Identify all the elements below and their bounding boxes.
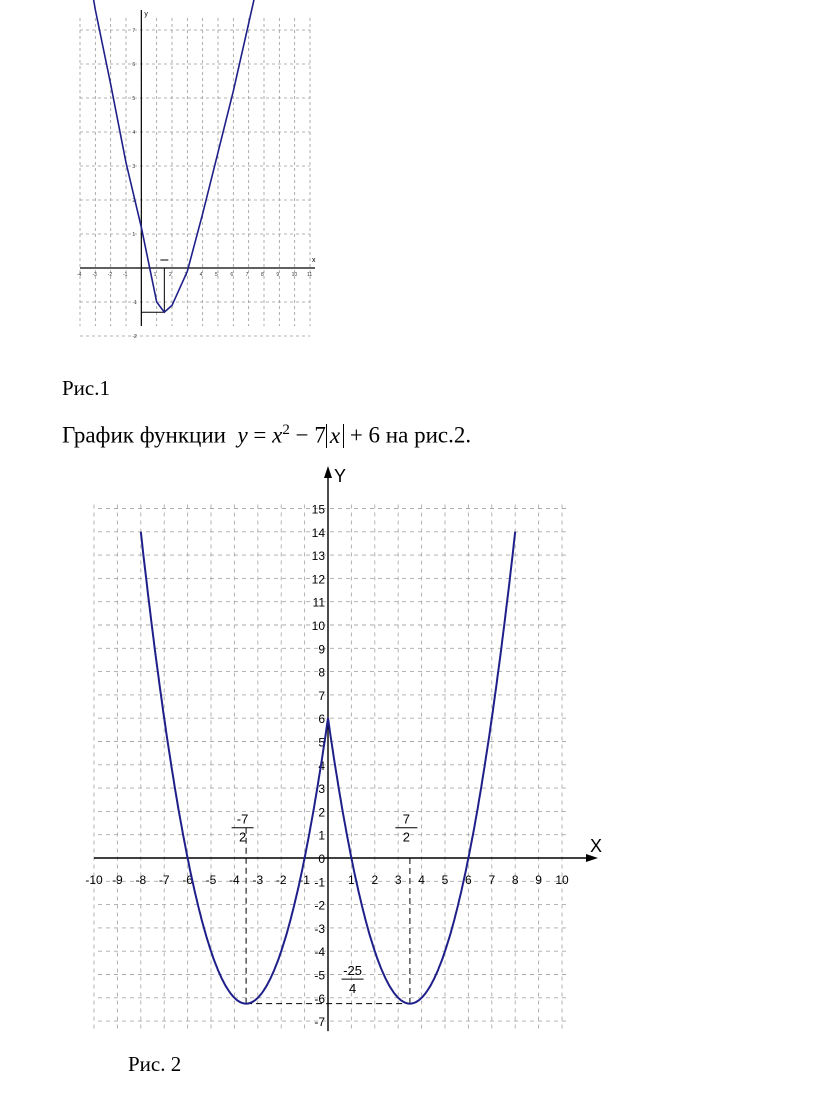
formula-prefix: График функции — [62, 422, 226, 448]
formula-abs-var: x — [329, 422, 341, 448]
y-tick-label: 14 — [311, 525, 325, 540]
x-tick-label: 11 — [307, 272, 313, 278]
y-tick-label: -4 — [314, 945, 325, 960]
formula-exponent: 2 — [282, 422, 290, 438]
formula-minus: − 7 — [295, 422, 326, 448]
y-tick-label: 8 — [318, 665, 325, 680]
x-tick-label: 8 — [511, 873, 519, 887]
x-tick-label: 10 — [291, 272, 298, 278]
y-tick-label: 4 — [132, 130, 136, 136]
y-axis-label: Y — [334, 466, 347, 486]
y-tick-label: 12 — [311, 572, 325, 587]
annotation-y-min-denominator: 4 — [348, 981, 357, 997]
x-tick-label: 7 — [488, 873, 496, 887]
y-axis-arrow — [324, 466, 332, 478]
x-tick-label: -9 — [112, 873, 123, 887]
x-tick-label: 6 — [230, 272, 234, 278]
x-tick-label: 10 — [555, 873, 569, 887]
y-tick-label: 6 — [132, 62, 136, 68]
formula-x: x — [272, 422, 283, 448]
x-tick-label: 8 — [261, 272, 264, 278]
x-tick-label: 5 — [215, 272, 218, 278]
x-tick-label: 4 — [199, 272, 203, 278]
annotation-left-x-denominator: 2 — [238, 829, 247, 845]
formula-abs-x — [326, 424, 344, 448]
y-tick-label: 1 — [132, 232, 136, 238]
y-tick-label: 3 — [132, 164, 136, 170]
x-tick-label: 2 — [169, 272, 172, 278]
x-tick-label: -3 — [252, 873, 264, 887]
figure1-caption: Рис.1 — [62, 376, 110, 400]
y-tick-label: 11 — [312, 595, 325, 610]
y-axis-label: y — [144, 11, 148, 18]
formula-suffix: на рис.2. — [385, 422, 472, 448]
x-axis-label: X — [590, 836, 603, 856]
y-tick-label: 0 — [318, 852, 325, 866]
figure2-caption: Рис. 2 — [128, 1052, 182, 1076]
x-tick-label: 5 — [441, 873, 449, 887]
y-tick-label: 5 — [318, 735, 325, 750]
annotation-left-x-numerator: -7 — [236, 811, 249, 827]
x-tick-label: -6 — [182, 873, 193, 887]
figure2-chart — [80, 460, 603, 1050]
x-tick-label: 2 — [371, 873, 379, 887]
x-tick-label: -8 — [135, 873, 147, 887]
x-tick-label: -5 — [205, 873, 217, 887]
formula-plus: + 6 — [349, 422, 381, 448]
x-tick-label: -10 — [85, 873, 103, 887]
x-tick-label: -3 — [92, 272, 97, 278]
figure1-chart — [70, 8, 320, 343]
function-formula — [62, 422, 471, 449]
x-tick-label: -7 — [158, 873, 170, 887]
x-tick-label: -2 — [107, 272, 113, 278]
x-axis-label: x — [312, 257, 316, 264]
x-tick-label: 4 — [418, 873, 425, 887]
annotation-right-x-numerator: 7 — [402, 811, 411, 827]
x-tick-label: 6 — [465, 873, 472, 887]
x-tick-label: 3 — [184, 272, 188, 278]
y-tick-label: 6 — [318, 712, 325, 727]
y-tick-label: -1 — [132, 300, 137, 306]
y-tick-label: 3 — [318, 782, 325, 797]
annotation-right-x-denominator: 2 — [402, 829, 411, 845]
y-tick-label: 2 — [318, 805, 325, 820]
y-tick-label: -2 — [314, 898, 325, 913]
y-tick-label: 7 — [318, 688, 325, 703]
parabola-curve — [88, 0, 264, 312]
x-tick-label: -4 — [229, 873, 240, 887]
x-tick-label: -2 — [275, 873, 287, 887]
x-tick-label: -1 — [299, 873, 310, 887]
y-tick-label: 13 — [311, 549, 325, 564]
x-tick-label: 1 — [348, 873, 355, 887]
y-tick-label: -7 — [314, 1015, 325, 1030]
y-tick-label: 10 — [311, 619, 325, 633]
x-tick-label: 9 — [535, 873, 542, 887]
y-tick-label: 5 — [132, 96, 136, 102]
y-tick-label: 2 — [132, 198, 136, 204]
y-tick-label: 15 — [311, 502, 325, 517]
y-tick-label: 1 — [318, 828, 325, 843]
x-tick-label: 9 — [276, 272, 280, 278]
annotation-y-min-numerator: -25 — [343, 963, 362, 979]
formula-y: y — [237, 422, 248, 448]
y-tick-label: 4 — [318, 758, 325, 773]
y-tick-label: 9 — [318, 642, 325, 657]
x-tick-label: -4 — [77, 272, 82, 278]
x-tick-label: -1 — [123, 272, 128, 278]
y-tick-label: -2 — [132, 334, 137, 340]
x-tick-label: 7 — [245, 272, 249, 278]
y-tick-label: -5 — [314, 968, 325, 983]
y-tick-label: -1 — [314, 875, 325, 890]
y-tick-label: 7 — [132, 28, 136, 34]
x-tick-label: 1 — [153, 272, 157, 278]
x-tick-label: 3 — [394, 873, 402, 887]
y-tick-label: -3 — [314, 921, 325, 936]
formula-eq: = — [253, 422, 267, 448]
y-tick-label: -6 — [314, 991, 325, 1006]
